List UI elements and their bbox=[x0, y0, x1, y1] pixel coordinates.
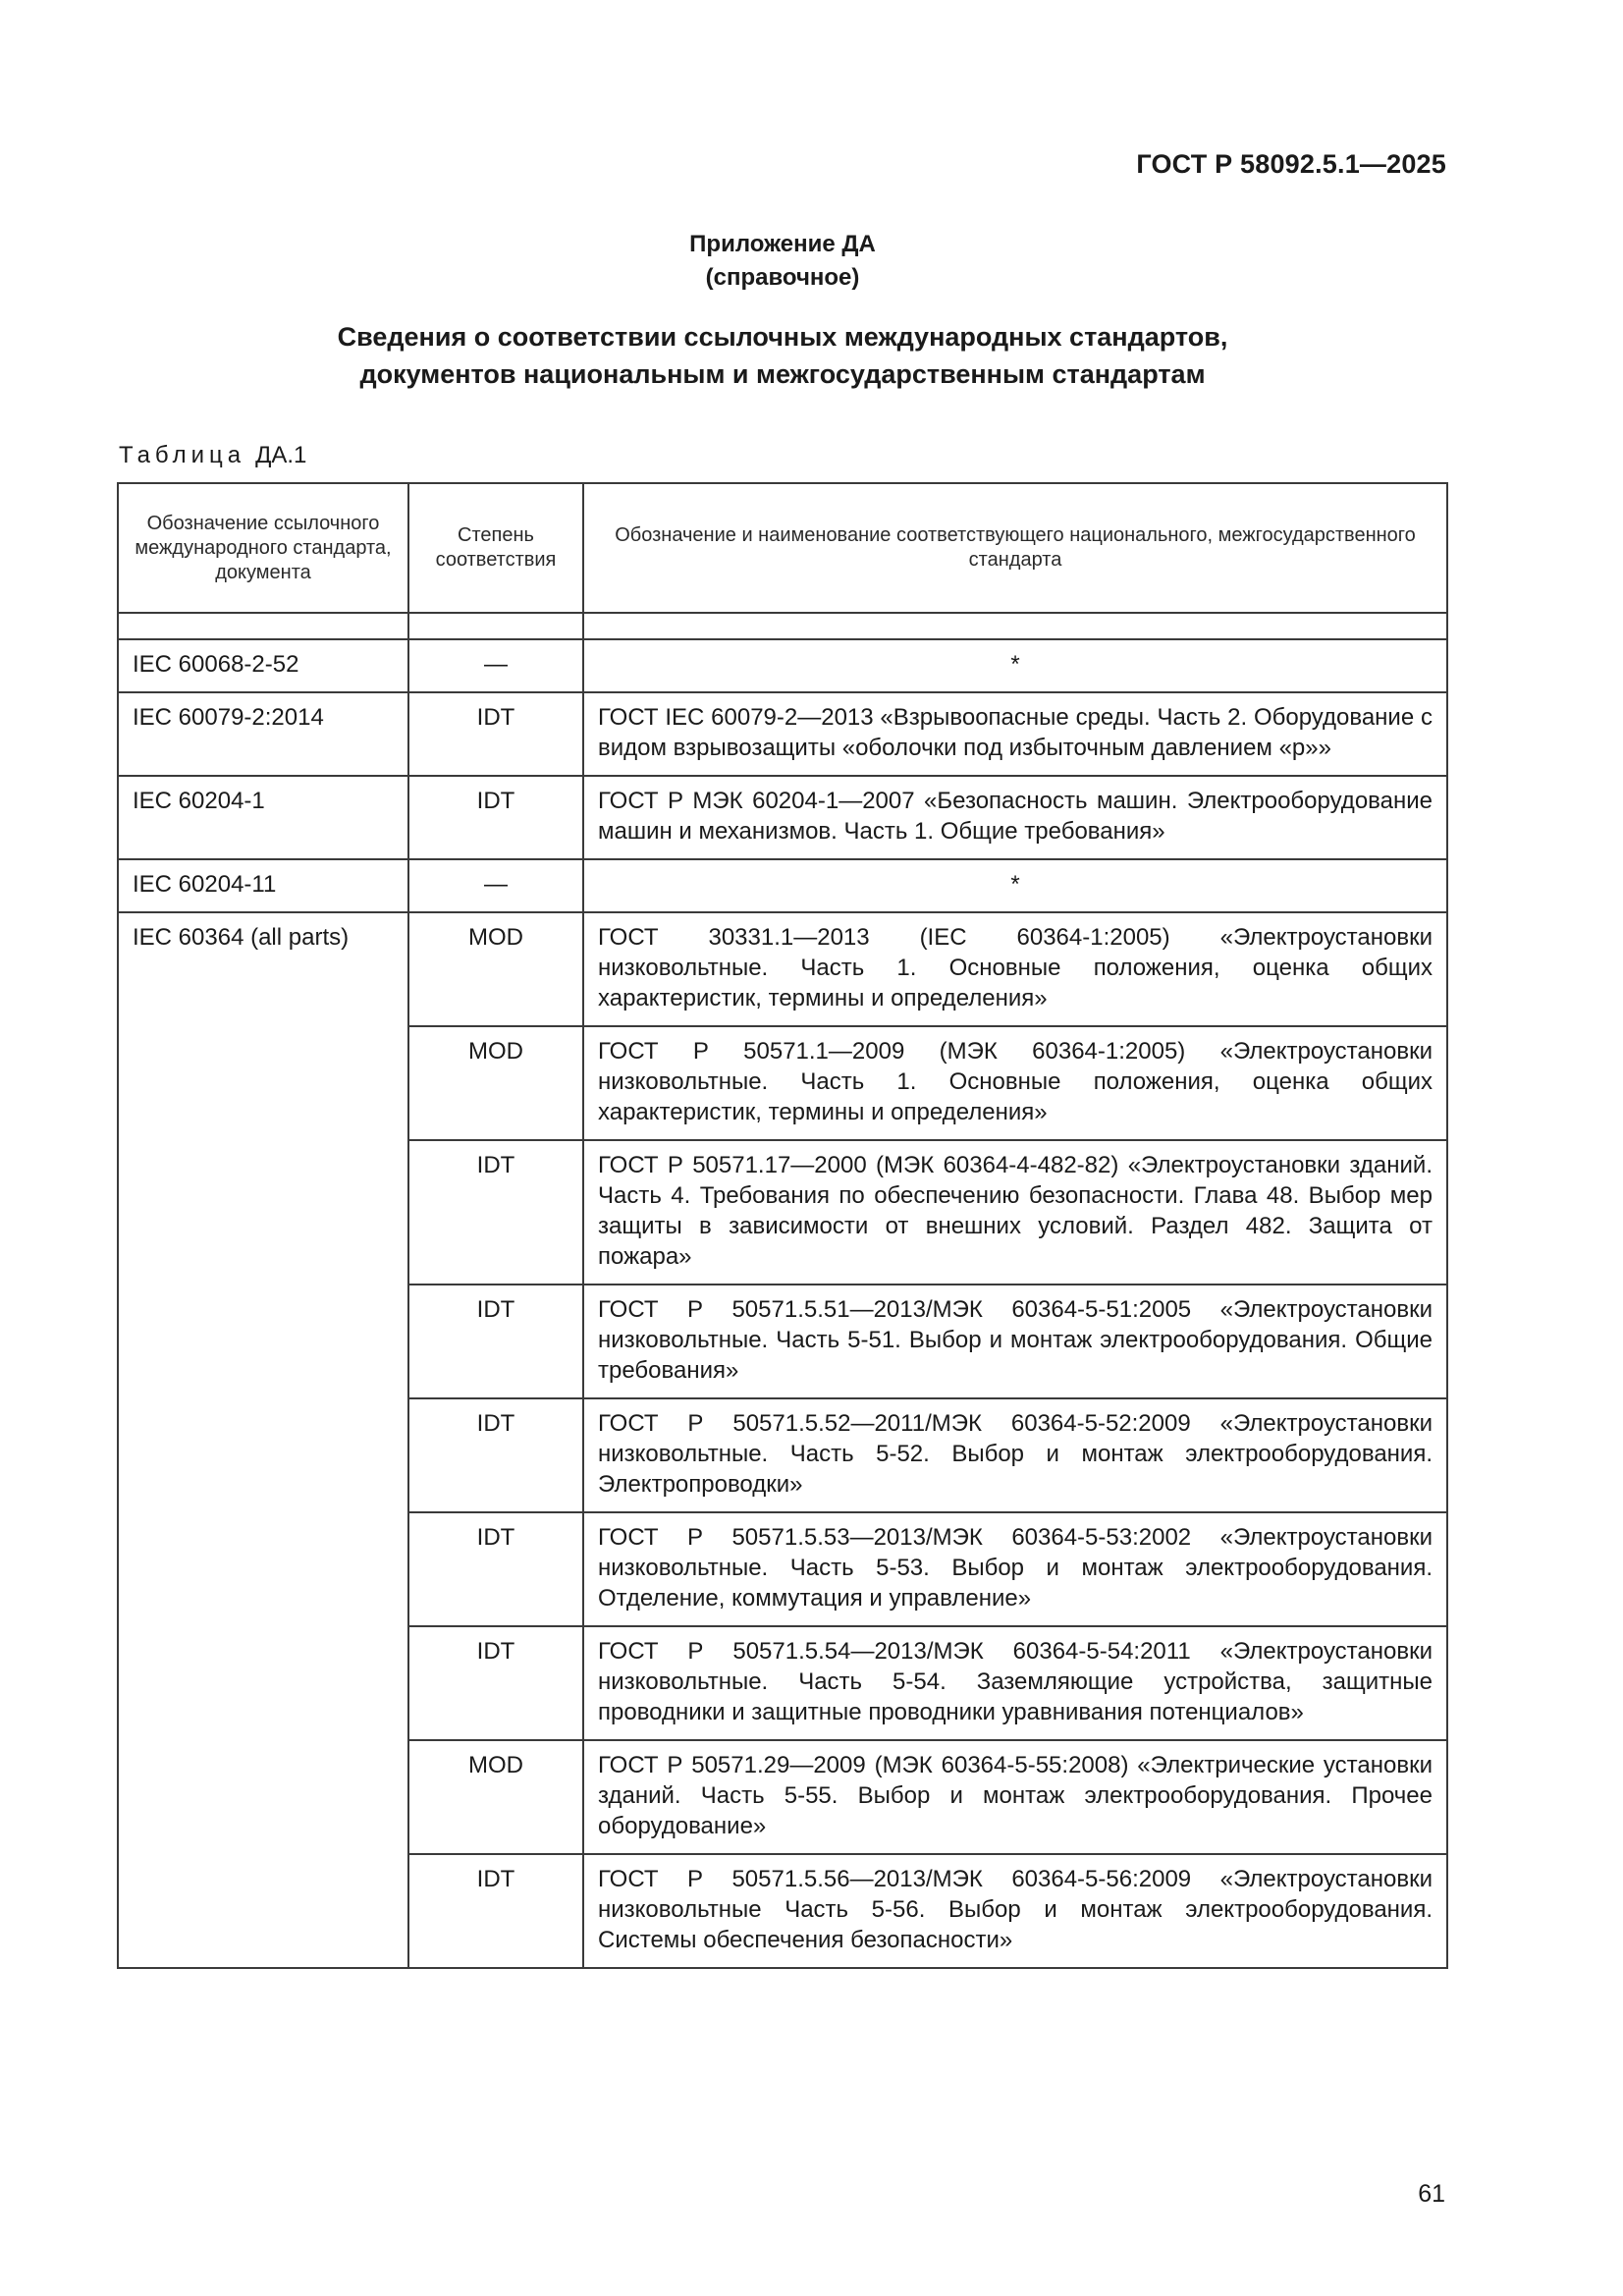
reference-cell: IEC 60068-2-52 bbox=[118, 639, 408, 692]
reference-cell: IEC 60204-1 bbox=[118, 776, 408, 859]
table-caption bbox=[119, 442, 306, 469]
table-row bbox=[118, 692, 1447, 776]
national-standard-cell: ГОСТ Р 50571.29—2009 (МЭК 60364-5-55:2008) «Электрические установки зданий. Часть 5-55. Выбор и монтаж электрооборудования. Прочее оборудование» bbox=[583, 1740, 1447, 1854]
degree-cell: IDT bbox=[408, 776, 583, 859]
national-standard-cell: ГОСТ Р 50571.17—2000 (МЭК 60364-4-482-82) «Электроустановки зданий. Часть 4. Требования по обеспечению безопасности. Глава 48. Выбор мер защиты в зависимости от внешних условий. Раздел 482. Защита от пожара» bbox=[583, 1140, 1447, 1285]
national-standard-cell: ГОСТ Р 50571.5.52—2011/МЭК 60364-5-52:2009 «Электроустановки низковольтные. Часть 5-52. Выбор и монтаж электрооборудования. Электропроводки» bbox=[583, 1398, 1447, 1512]
annex-header bbox=[0, 228, 1565, 295]
national-standard-cell: * bbox=[583, 859, 1447, 912]
degree-cell: IDT bbox=[408, 692, 583, 776]
reference-cell: IEC 60204-11 bbox=[118, 859, 408, 912]
column-header-reference: Обозначение ссылочного международного стандарта, документа bbox=[118, 483, 408, 613]
degree-cell: MOD bbox=[408, 1740, 583, 1854]
table-caption-number: ДА.1 bbox=[255, 442, 307, 468]
table-row bbox=[118, 912, 1447, 1026]
table-header-row bbox=[118, 483, 1447, 613]
reference-cell: IEC 60079-2:2014 bbox=[118, 692, 408, 776]
annex-title: Приложение ДА bbox=[689, 231, 876, 257]
table-row bbox=[118, 859, 1447, 912]
column-header-degree: Степень соответствия bbox=[408, 483, 583, 613]
header-spacer-cell bbox=[408, 613, 583, 639]
document-code: ГОСТ Р 58092.5.1—2025 bbox=[1136, 149, 1446, 179]
annex-heading-line-1: Сведения о соответствии ссылочных международных стандартов, bbox=[337, 322, 1228, 352]
degree-cell: IDT bbox=[408, 1285, 583, 1398]
national-standard-cell: ГОСТ Р 50571.1—2009 (МЭК 60364-1:2005) «Электроустановки низковольтные. Часть 1. Основные положения, оценка общих характеристик, термины и определения» bbox=[583, 1026, 1447, 1140]
column-header-national: Обозначение и наименование соответствующего национального, межгосударственного стандарта bbox=[583, 483, 1447, 613]
annex-heading-line-2: документов национальным и межгосударственным стандартам bbox=[359, 359, 1206, 389]
reference-cell: IEC 60364 (all parts) bbox=[118, 912, 408, 1968]
degree-cell: MOD bbox=[408, 1026, 583, 1140]
national-standard-cell: ГОСТ 30331.1—2013 (IEC 60364-1:2005) «Электроустановки низковольтные. Часть 1. Основные положения, оценка общих характеристик, термины и определения» bbox=[583, 912, 1447, 1026]
header-spacer-row bbox=[118, 613, 1447, 639]
header-spacer-cell bbox=[118, 613, 408, 639]
table-row bbox=[118, 776, 1447, 859]
degree-cell: — bbox=[408, 639, 583, 692]
national-standard-cell: ГОСТ Р 50571.5.54—2013/МЭК 60364-5-54:2011 «Электроустановки низковольтные. Часть 5-54. Заземляющие устройства, защитные проводники и защитные проводники уравнивания потенциалов» bbox=[583, 1626, 1447, 1740]
degree-cell: — bbox=[408, 859, 583, 912]
annex-heading bbox=[0, 318, 1565, 393]
national-standard-cell: ГОСТ Р МЭК 60204-1—2007 «Безопасность машин. Электрооборудование машин и механизмов. Часть 1. Общие требования» bbox=[583, 776, 1447, 859]
degree-cell: IDT bbox=[408, 1626, 583, 1740]
header-spacer-cell bbox=[583, 613, 1447, 639]
page-number: 61 bbox=[1418, 2180, 1445, 2208]
degree-cell: MOD bbox=[408, 912, 583, 1026]
annex-subtitle: (справочное) bbox=[705, 264, 860, 291]
table-row bbox=[118, 639, 1447, 692]
national-standard-cell: ГОСТ IEC 60079-2—2013 «Взрывоопасные среды. Часть 2. Оборудование с видом взрывозащиты «оболочки под избыточным давлением «р»» bbox=[583, 692, 1447, 776]
national-standard-cell: ГОСТ Р 50571.5.51—2013/МЭК 60364-5-51:2005 «Электроустановки низковольтные. Часть 5-51. Выбор и монтаж электрооборудования. Общие требования» bbox=[583, 1285, 1447, 1398]
degree-cell: IDT bbox=[408, 1398, 583, 1512]
national-standard-cell: ГОСТ Р 50571.5.56—2013/МЭК 60364-5-56:2009 «Электроустановки низковольтные Часть 5-56. Выбор и монтаж электрооборудования. Системы обеспечения безопасности» bbox=[583, 1854, 1447, 1968]
reference-standards-table bbox=[117, 482, 1448, 1969]
table-caption-word: Таблица bbox=[119, 442, 246, 468]
degree-cell: IDT bbox=[408, 1140, 583, 1285]
degree-cell: IDT bbox=[408, 1512, 583, 1626]
degree-cell: IDT bbox=[408, 1854, 583, 1968]
national-standard-cell: ГОСТ Р 50571.5.53—2013/МЭК 60364-5-53:2002 «Электроустановки низковольтные. Часть 5-53. Выбор и монтаж электрооборудования. Отделение, коммутация и управление» bbox=[583, 1512, 1447, 1626]
national-standard-cell: * bbox=[583, 639, 1447, 692]
